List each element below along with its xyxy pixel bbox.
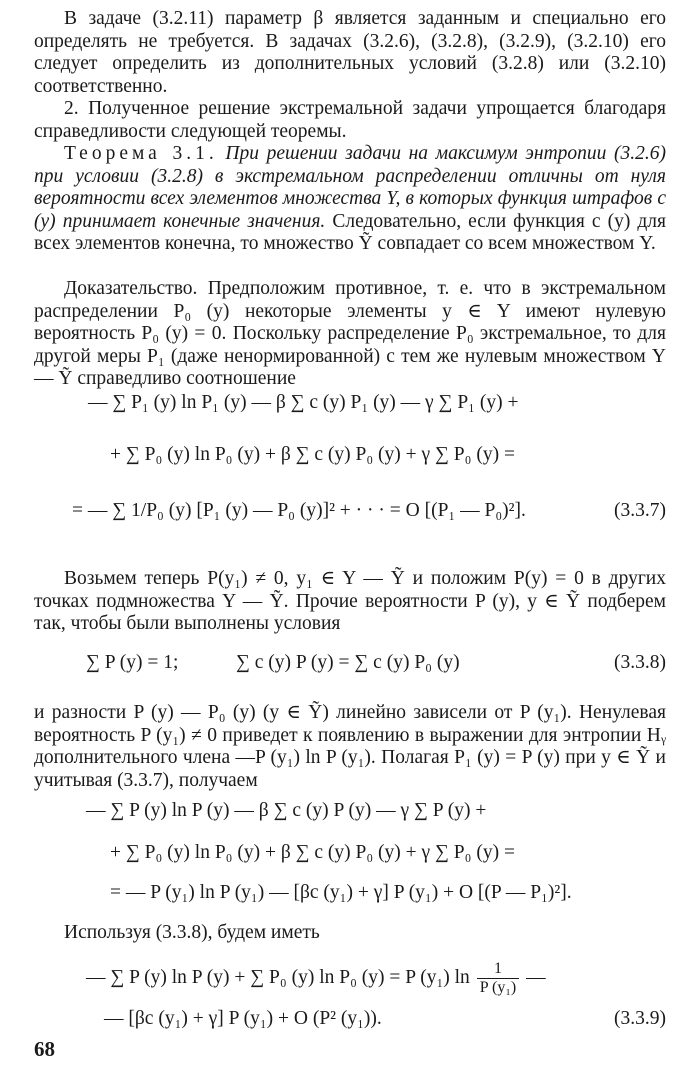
eq-3-3-9-fraction: [477, 960, 520, 997]
theorem-label: Теорема 3.1.: [64, 143, 218, 164]
equation-number-3-3-8: (3.3.8): [614, 652, 666, 673]
theorem-3-1: [34, 143, 666, 256]
eq-3-3-9-line-2: — [βc (y₁) + γ] P (y₁) + O (P² (y₁)).: [104, 1008, 382, 1029]
eq-3-3-7-line-2: + ∑ P₀ (y) ln P₀ (y) + β ∑ c (y) P₀ (y) + γ ∑ P₀ (y) =: [110, 444, 515, 465]
eq-3-3-9-line-1-left: — ∑ P (y) ln P (y) + ∑ P₀ (y) ln P₀ (y) = P (y₁) ln: [86, 966, 470, 988]
theorem-conclusion: Следовательно, если функция c (y) для всех элементов конечна, то множество Ỹ совпадает со всем множеством Y.: [34, 210, 666, 255]
eq-3-3-9-line-1: [86, 960, 546, 997]
paragraph-take-now: Возьмем теперь P(y₁) ≠ 0, y₁ ∈ Y — Ỹ и положим P(y) = 0 в других точках подмножества Y — Ỹ. Прочие вероятности P (y), y ∈ Ỹ подберем так, чтобы были выполнены условия: [34, 568, 666, 635]
eq-unnumbered-line-3: = — P (y₁) ln P (y₁) — [βc (y₁) + γ] P (y₁) + O [(P — P₁)²].: [110, 882, 572, 903]
eq-unnumbered-line-1: — ∑ P (y) ln P (y) — β ∑ c (y) P (y) — γ ∑ P (y) +: [86, 800, 487, 821]
eq-3-3-9-frac-denominator: P (y₁): [479, 979, 517, 996]
paragraph-simplification: 2. Полученное решение экстремальной задачи упрощается благодаря справедливости следующей теоремы.: [34, 98, 666, 142]
paragraph-differences: и разности P (y) — P₀ (y) (y ∈ Ỹ) линейно зависели от P (y₁). Ненулевая вероятность P (y₁) ≠ 0 приведет к появлению в выражении для энтропии Hᵧ дополнительного члена —P (y₁) ln P (y₁). Полагая P₁ (y) = P (y) при y ∈ Ỹ и учитывая (3.3.7), получаем: [34, 702, 666, 791]
eq-3-3-8-part-1: ∑ P (y) = 1;: [86, 652, 179, 673]
eq-3-3-9-frac-numerator: 1: [477, 960, 520, 979]
theorem-body: При решении задачи на максимум энтропии (3.2.6) при условии (3.2.8) в экстремальном распределении отличны от нуля вероятности всех элементов множества Y, в которых функция штрафов c (y) принимает конечные значения.: [34, 143, 667, 232]
equation-number-3-3-9: (3.3.9): [614, 1008, 666, 1029]
paragraph-using: Используя (3.3.8), будем иметь: [64, 922, 320, 943]
paragraph-proof: Доказательство. Предположим противное, т. е. что в экстремальном распределении P₀ (y) некоторые элементы y ∈ Y имеют нулевую вероятность P₀ (y) = 0. Поскольку распределение P₀ экстремальное, то для другой меры P₁ (даже ненормированной) с тем же нулевым множеством Y — Ỹ справедливо соотношение: [34, 278, 666, 390]
eq-3-3-7-line-1: — ∑ P₁ (y) ln P₁ (y) — β ∑ c (y) P₁ (y) — γ ∑ P₁ (y) +: [88, 392, 519, 413]
eq-unnumbered-line-2: + ∑ P₀ (y) ln P₀ (y) + β ∑ c (y) P₀ (y) + γ ∑ P₀ (y) =: [110, 842, 515, 863]
eq-3-3-7-line-3-text: = — ∑ 1/P₀ (y) [P₁ (y) — P₀ (y)]² + · · · = O [(P₁ — P₀)²].: [72, 500, 526, 521]
eq-3-3-7-line-3: [72, 500, 526, 522]
eq-3-3-8-part-2: ∑ c (y) P (y) = ∑ c (y) P₀ (y): [236, 652, 460, 673]
equation-number-3-3-7: (3.3.7): [614, 500, 666, 521]
page-number: 68: [34, 1037, 55, 1061]
eq-3-3-9-line-1-right: —: [526, 966, 546, 988]
paragraph-beta-parameter: В задаче (3.2.11) параметр β является заданным и специально его определять не требуется. В задачах (3.2.6), (3.2.8), (3.2.9), (3.2.10) его следует определить из дополнительных условий (3.2.8) или (3.2.10) соответственно.: [34, 8, 666, 97]
